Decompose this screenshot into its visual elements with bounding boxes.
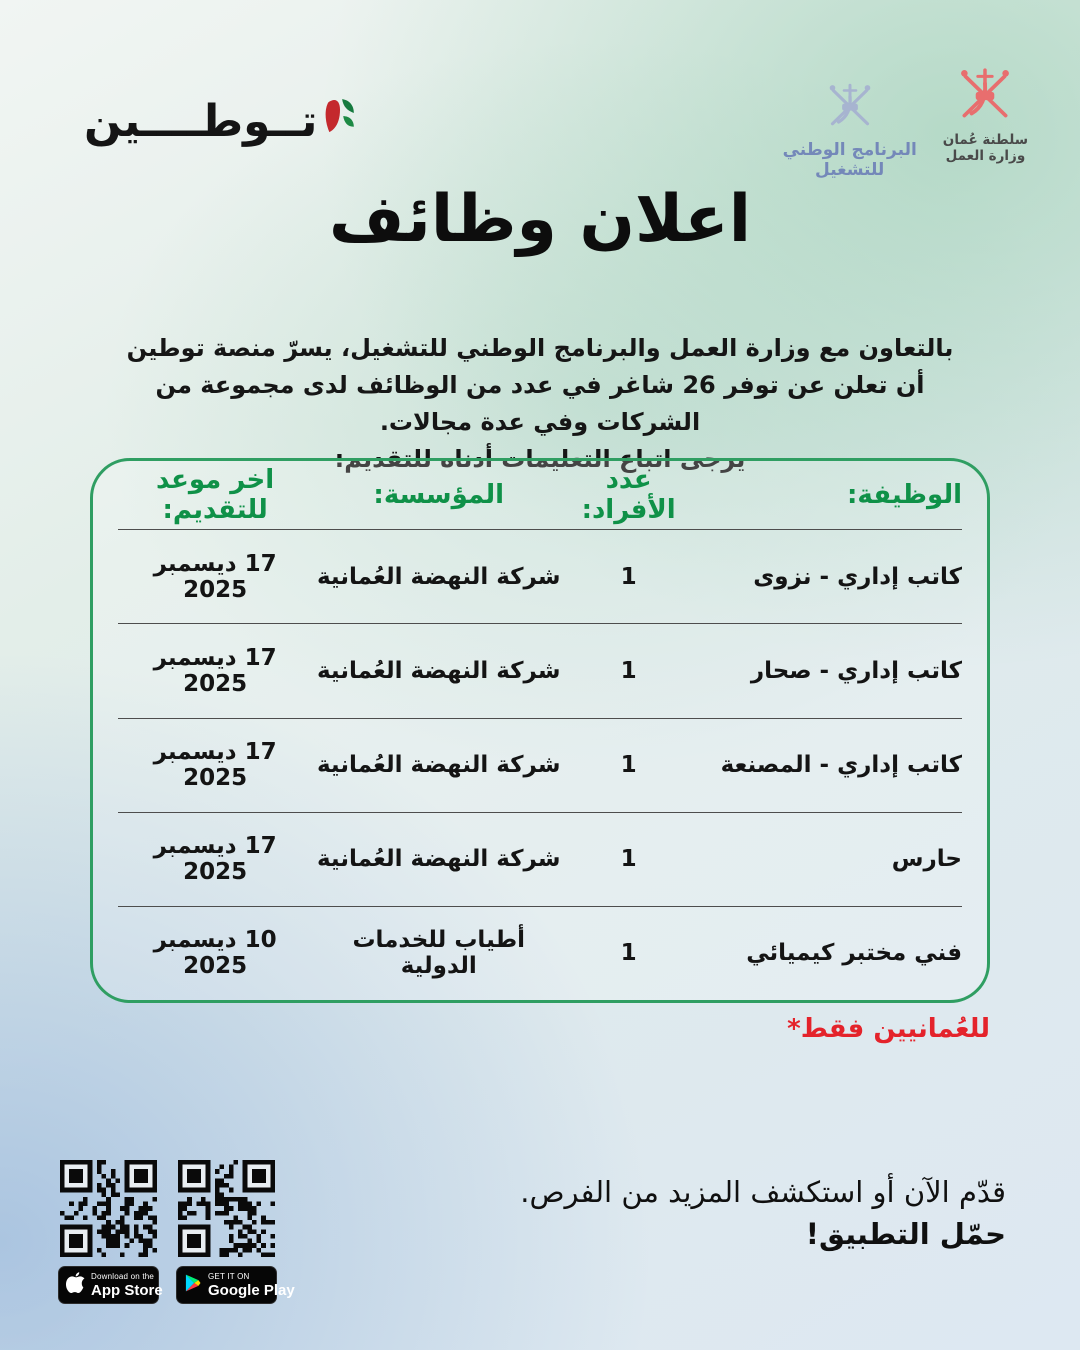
deadline-date: 17 ديسمبر 2025: [153, 739, 277, 792]
tawteen-leaf-icon: [323, 92, 357, 140]
appstore-badge-bottom: App Store: [91, 1281, 163, 1299]
googleplay-badge-top: GET IT ON: [208, 1271, 250, 1281]
header-deadline: اخر موعد للتقديم:: [156, 465, 275, 526]
download-section: [58, 1160, 295, 1304]
vacancy-count: 1: [620, 846, 637, 873]
appstore-badge-top: Download on the: [91, 1271, 155, 1281]
job-title: حارس: [891, 846, 962, 873]
nep-name-line1: البرنامج الوطني: [782, 140, 917, 160]
google-play-icon: [184, 1273, 202, 1298]
appstore-qr-code: [60, 1160, 157, 1257]
government-logos: [783, 64, 1028, 180]
vacancy-count: 1: [620, 940, 637, 967]
header-count: عدد الأفراد:: [581, 465, 676, 526]
vacancy-count: 1: [620, 658, 637, 685]
tawteen-logo: [84, 92, 357, 152]
header-job: الوظيفة:: [847, 480, 962, 511]
deadline-date: 17 ديسمبر 2025: [153, 645, 277, 698]
national-employment-program-logo: [783, 64, 917, 180]
deadline-date: 17 ديسمبر 2025: [153, 550, 277, 603]
vacancy-count: 1: [620, 752, 637, 779]
oman-emblem-icon: [822, 80, 878, 136]
table-row: [118, 624, 962, 718]
page-title: اعلان وظائف: [329, 182, 751, 257]
job-title: كاتب إداري - المصنعة: [720, 752, 962, 779]
table-row: [118, 719, 962, 813]
header-org: المؤسسة:: [373, 480, 505, 511]
ministry-line2: وزارة العمل: [945, 148, 1026, 164]
table-row: [118, 907, 962, 1000]
googleplay-qr-code: [178, 1160, 275, 1257]
tawteen-wordmark: تــوطــــين: [84, 96, 318, 147]
table-header-row: [118, 461, 962, 530]
apple-icon: [66, 1271, 85, 1299]
googleplay-badge[interactable]: [176, 1266, 295, 1304]
cta-line1: قدّم الآن أو استكشف المزيد من الفرص.: [520, 1175, 1006, 1209]
job-title: كاتب إداري - صحار: [750, 658, 962, 685]
organization: شركة النهضة العُمانية: [316, 846, 561, 873]
nep-name-line2: للتشغيل: [815, 160, 885, 180]
organization: أطياب للخدمات الدولية: [352, 927, 526, 980]
vacancies-table: [90, 458, 990, 1003]
ministry-line1: سلطنة عُمان: [942, 132, 1028, 148]
deadline-date: 17 ديسمبر 2025: [153, 833, 277, 886]
organization: شركة النهضة العُمانية: [316, 658, 561, 685]
ministry-of-labour-logo: [943, 64, 1028, 164]
googleplay-column: [176, 1160, 295, 1304]
table-row: [118, 530, 962, 624]
appstore-badge[interactable]: [58, 1266, 163, 1304]
job-title: فني مختبر كيميائي: [746, 940, 962, 967]
googleplay-badge-bottom: Google Play: [208, 1281, 295, 1299]
vacancy-count: 1: [620, 563, 637, 590]
organization: شركة النهضة العُمانية: [316, 752, 561, 779]
intro-paragraph: [110, 330, 970, 478]
organization: شركة النهضة العُمانية: [316, 563, 561, 590]
omanis-only-note: للعُمانيين فقط*: [787, 1014, 990, 1044]
job-title: كاتب إداري - نزوى: [753, 563, 962, 590]
intro-text: بالتعاون مع وزارة العمل والبرنامج الوطني للتشغيل، يسرّ منصة توطين أن تعلن عن توفر 26 شاغر في عدد من الوظائف لدى مجموعة من الشركات وفي عدة مجالات.: [126, 334, 954, 436]
appstore-column: [58, 1160, 163, 1304]
table-row: [118, 813, 962, 907]
intro-instruction: يرجى اتباع التعليمات أدناه للتقديم:: [334, 445, 746, 473]
oman-emblem-icon: [952, 64, 1018, 130]
cta-line2: حمّل التطبيق!: [805, 1217, 1006, 1251]
deadline-date: 10 ديسمبر 2025: [153, 927, 277, 980]
call-to-action: [520, 1172, 1006, 1256]
